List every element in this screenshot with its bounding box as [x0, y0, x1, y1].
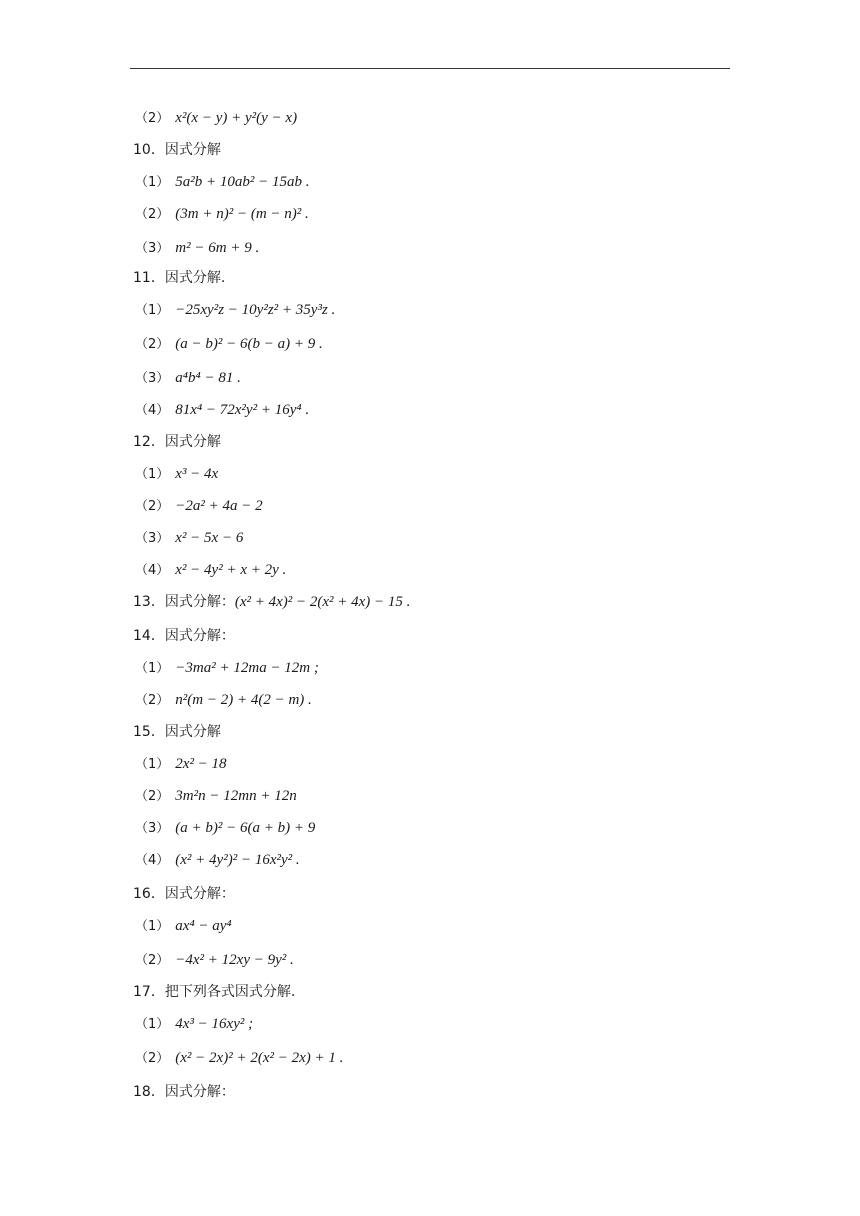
sub-item	[135, 400, 309, 421]
item-number: （3）	[135, 821, 170, 836]
question-heading	[133, 140, 221, 160]
question-text: 16．因式分解：	[133, 886, 235, 902]
item-number: （1）	[135, 467, 170, 482]
question-text: 18．因式分解：	[133, 1084, 235, 1100]
math-expression: 2x² − 18	[175, 756, 227, 772]
sub-item	[135, 334, 323, 355]
math-expression: m² − 6m + 9 .	[175, 240, 260, 256]
question-heading	[133, 1082, 235, 1102]
math-expression: (a + b)² − 6(a + b) + 9	[175, 820, 316, 836]
math-expression: 3m²n − 12mn + 12n	[175, 788, 297, 804]
sub-item	[135, 368, 241, 389]
math-expression: (a − b)² − 6(b − a) + 9 .	[175, 336, 323, 352]
sub-item	[135, 528, 243, 549]
item-number: （4）	[135, 853, 170, 868]
question-heading	[133, 722, 221, 742]
question-text: 17．把下列各式因式分解.	[133, 984, 296, 1000]
item-number: （1）	[135, 757, 170, 772]
sub-item	[135, 818, 315, 839]
math-expression: x²(x − y) + y²(y − x)	[175, 110, 298, 126]
math-expression: x² − 4y² + x + 2y .	[175, 562, 287, 578]
sub-item	[135, 690, 312, 711]
item-number: （3）	[135, 371, 170, 386]
item-number: （1）	[135, 1017, 170, 1032]
question-heading	[133, 592, 410, 612]
sub-item	[135, 1048, 343, 1069]
question-heading	[133, 268, 225, 288]
question-text: 10．因式分解	[133, 142, 221, 158]
item-number: （1）	[135, 919, 170, 934]
item-number: （4）	[135, 563, 170, 578]
sub-item	[135, 754, 227, 775]
math-expression: (x² + 4x)² − 2(x² + 4x) − 15 .	[234, 594, 411, 610]
item-number: （1）	[135, 175, 170, 190]
item-number: （2）	[135, 207, 170, 222]
math-expression: (x² + 4y²)² − 16x²y² .	[175, 852, 300, 868]
math-expression: 4x³ − 16xy² ;	[175, 1016, 254, 1032]
item-number: （3）	[135, 241, 170, 256]
sub-item	[135, 108, 297, 129]
item-number: （3）	[135, 531, 170, 546]
question-heading	[133, 982, 295, 1002]
sub-item	[135, 560, 286, 581]
question-text: 14．因式分解：	[133, 628, 235, 644]
item-number: （2）	[135, 1051, 170, 1066]
item-number: （2）	[135, 499, 170, 514]
math-expression: 81x⁴ − 72x²y² + 16y⁴ .	[175, 402, 310, 418]
sub-item	[135, 786, 297, 807]
math-expression: ax⁴ − ay⁴	[175, 918, 232, 934]
question-text: 13．因式分解：	[133, 594, 235, 610]
math-expression: x² − 5x − 6	[175, 530, 244, 546]
item-number: （1）	[135, 661, 170, 676]
math-expression: −25xy²z − 10y²z² + 35y³z .	[175, 302, 336, 318]
question-heading	[133, 432, 221, 452]
item-number: （2）	[135, 337, 170, 352]
question-text: 12．因式分解	[133, 434, 221, 450]
question-text: 15．因式分解	[133, 724, 221, 740]
sub-item	[135, 204, 309, 225]
question-text: 11．因式分解.	[133, 270, 226, 286]
sub-item	[135, 950, 294, 971]
sub-item	[135, 172, 310, 193]
math-expression: −4x² + 12xy − 9y² .	[175, 952, 294, 968]
math-expression: (x² − 2x)² + 2(x² − 2x) + 1 .	[175, 1050, 344, 1066]
math-expression: n²(m − 2) + 4(2 − m) .	[175, 692, 312, 708]
sub-item	[135, 300, 335, 321]
math-expression: x³ − 4x	[175, 466, 219, 482]
sub-item	[135, 658, 319, 679]
header-rule	[130, 68, 730, 69]
sub-item	[135, 464, 218, 485]
sub-item	[135, 1014, 253, 1035]
math-expression: −3ma² + 12ma − 12m ;	[175, 660, 319, 676]
item-number: （2）	[135, 693, 170, 708]
question-heading	[133, 626, 235, 646]
sub-item	[135, 916, 232, 937]
math-expression: (3m + n)² − (m − n)² .	[175, 206, 309, 222]
item-number: （2）	[135, 111, 170, 126]
question-heading	[133, 884, 235, 904]
math-expression: −2a² + 4a − 2	[175, 498, 263, 514]
item-number: （2）	[135, 953, 170, 968]
sub-item	[135, 496, 263, 517]
item-number: （2）	[135, 789, 170, 804]
sub-item	[135, 850, 300, 871]
item-number: （4）	[135, 403, 170, 418]
math-expression: a⁴b⁴ − 81 .	[175, 370, 241, 386]
item-number: （1）	[135, 303, 170, 318]
math-expression: 5a²b + 10ab² − 15ab .	[175, 174, 310, 190]
sub-item	[135, 238, 259, 259]
